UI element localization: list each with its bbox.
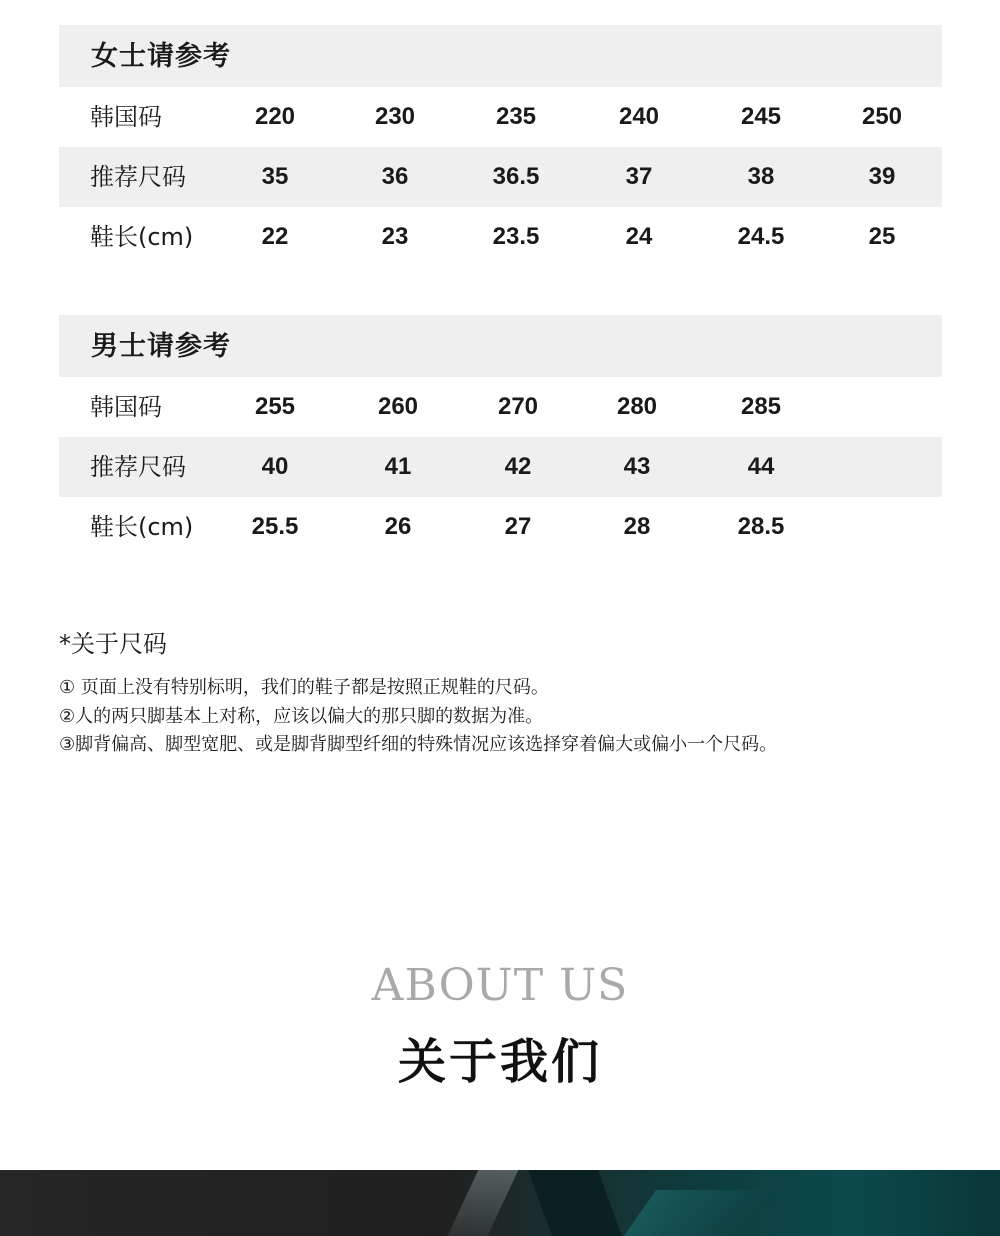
women-table-title: 女士请参考: [91, 41, 231, 72]
banner-decoration: [441, 1170, 523, 1236]
about-title-cn: 关于我们: [397, 1034, 602, 1090]
size-cell: 245: [740, 103, 782, 130]
row-label: 韩国码: [90, 393, 162, 421]
size-cell: 28: [623, 513, 651, 540]
size-cell: 36: [381, 163, 409, 190]
size-cell: 35: [261, 163, 289, 190]
men-table-title: 男士请参考: [91, 331, 231, 362]
size-cell: 24: [625, 223, 653, 250]
size-cell: 220: [254, 103, 296, 130]
row-label: 鞋长(cm): [90, 513, 194, 541]
banner-decoration: [528, 1170, 622, 1236]
row-label: 推荐尺码: [90, 163, 186, 191]
size-cell: 42: [504, 453, 532, 480]
size-cell: 280: [616, 393, 658, 420]
size-cell: 44: [747, 453, 775, 480]
size-cell: 24.5: [737, 223, 785, 250]
women-row-recommended-size: [59, 147, 942, 207]
notes-title: *关于尺码: [59, 630, 167, 658]
about-title-en: ABOUT US: [371, 960, 629, 1011]
size-cell: 28.5: [737, 513, 785, 540]
size-cell: 25: [868, 223, 896, 250]
women-table-header: [59, 25, 942, 87]
men-size-table: [59, 315, 942, 557]
row-label: 韩国码: [90, 103, 162, 131]
size-cell: 39: [868, 163, 896, 190]
men-row-recommended-size: [59, 437, 942, 497]
size-cell: 25.5: [251, 513, 299, 540]
note-item: ③脚背偏高、脚型宽肥、或是脚背脚型纤细的特殊情况应该选择穿着偏大或偏小一个尺码。: [59, 734, 778, 755]
size-cell: 23: [381, 223, 409, 250]
women-size-table: [59, 25, 942, 267]
size-cell: 36.5: [492, 163, 540, 190]
note-item: ②人的两只脚基本上对称，应该以偏大的那只脚的数据为准。: [59, 705, 544, 727]
size-cell: 41: [384, 453, 412, 480]
size-cell: 37: [625, 163, 653, 190]
size-cell: 250: [861, 103, 903, 130]
size-cell: 270: [497, 393, 539, 420]
size-cell: 43: [623, 453, 651, 480]
size-cell: 22: [261, 223, 289, 250]
men-row-korean-size: [59, 377, 942, 437]
row-label: 鞋长(cm): [90, 223, 194, 251]
size-cell: 26: [384, 513, 412, 540]
size-cell: 230: [374, 103, 416, 130]
men-table-header: [59, 315, 942, 377]
men-row-shoe-length: [59, 497, 942, 557]
size-cell: 40: [261, 453, 289, 480]
size-cell: 23.5: [492, 223, 540, 250]
size-cell: 235: [495, 103, 537, 130]
size-cell: 240: [618, 103, 660, 130]
women-row-korean-size: [59, 87, 942, 147]
about-banner-image: [0, 1170, 1000, 1236]
size-cell: 27: [504, 513, 532, 540]
size-cell: 285: [740, 393, 782, 420]
size-cell: 260: [377, 393, 419, 420]
size-cell: 38: [747, 163, 775, 190]
banner-decoration: [624, 1190, 776, 1236]
size-cell: 255: [254, 393, 296, 420]
women-row-shoe-length: [59, 207, 942, 267]
size-notes: [59, 626, 959, 760]
note-item: ① 页面上没有特别标明，我们的鞋子都是按照正规鞋的尺码。: [59, 677, 549, 698]
row-label: 推荐尺码: [90, 453, 186, 481]
